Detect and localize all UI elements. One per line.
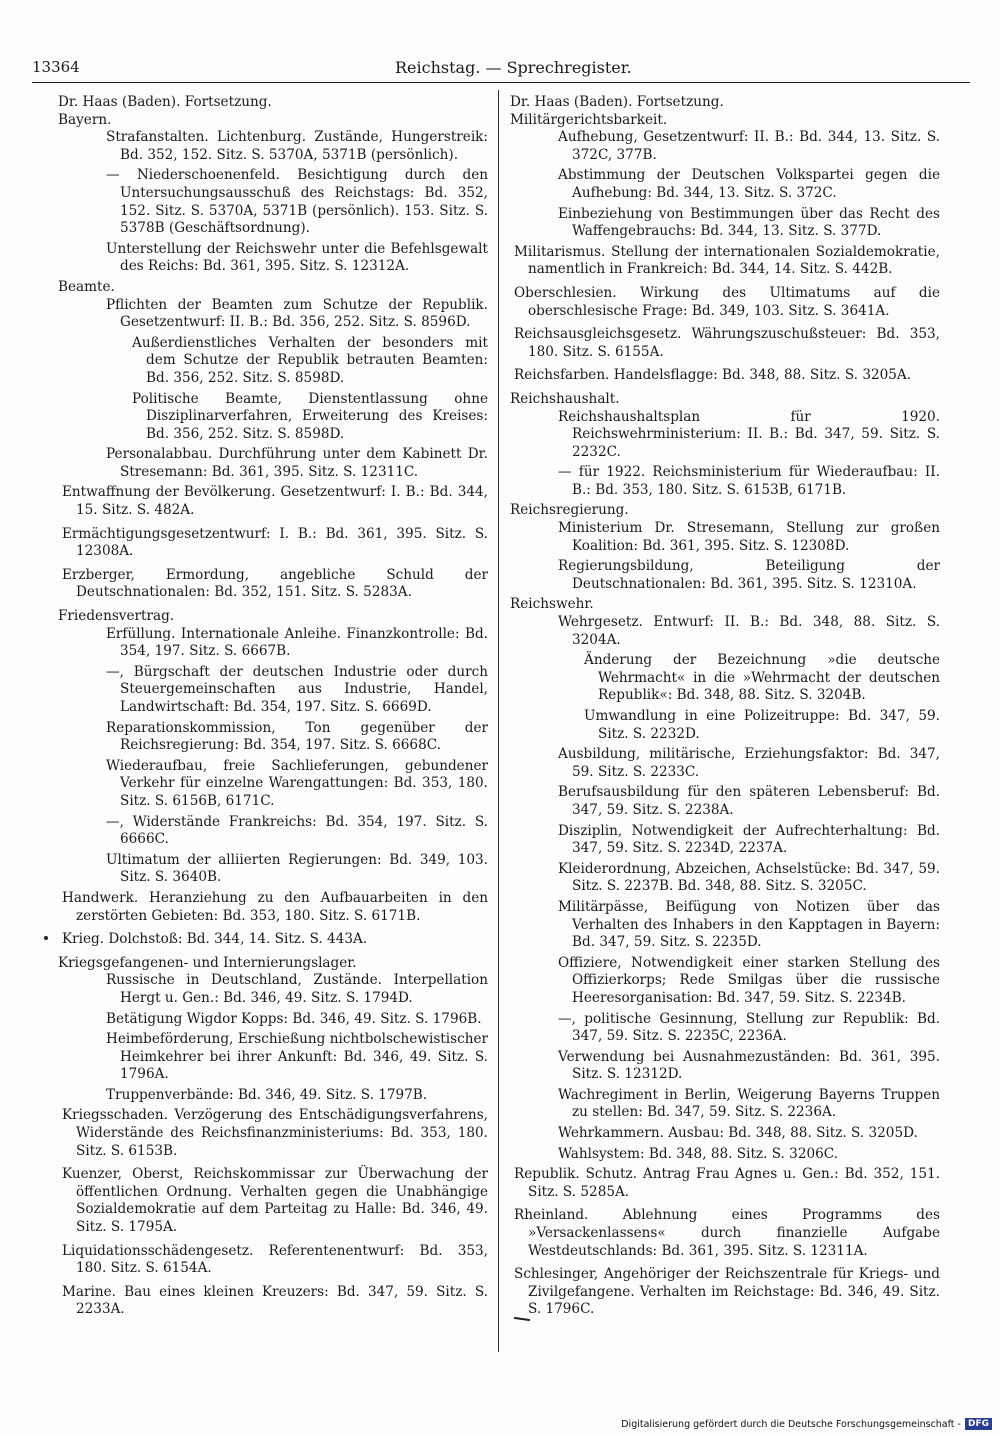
- register-entry: Erfüllung. Internationale Anleihe. Finanzkontrolle: Bd. 354, 197. Sitz. S. 6667B.: [106, 625, 488, 660]
- register-entry: Verwendung bei Ausnahmezuständen: Bd. 361, 395. Sitz. S. 12312D.: [558, 1048, 940, 1083]
- register-entry: Erzberger, Ermordung, angebliche Schuld der Deutschnationalen: Bd. 352, 151. Sitz. S. 5283A.: [62, 566, 488, 601]
- register-entry: Republik. Schutz. Antrag Frau Agnes u. Gen.: Bd. 352, 151. Sitz. S. 5285A.: [514, 1166, 940, 1200]
- register-entry: Wehrkammern. Ausbau: Bd. 348, 88. Sitz. S. 3205D.: [558, 1125, 918, 1142]
- register-entry: Betätigung Wigdor Kopps: Bd. 346, 49. Sitz. S. 1796B.: [106, 1010, 482, 1027]
- register-entry: Ausbildung, militärische, Erziehungsfaktor: Bd. 347, 59. Sitz. S. 2233C.: [558, 746, 940, 780]
- register-entry: Personalabbau. Durchführung unter dem Kabinett Dr. Stresemann: Bd. 361, 395. Sitz. S. 12311C.: [106, 446, 488, 480]
- register-entry: Beamte.: [58, 278, 115, 295]
- register-entry: Rheinland. Ablehnung eines Programms des »Versackenlassens« durch finanzielle Aufgabe Westdeutschlands: Bd. 361, 395. Sitz. S. 12311A.: [514, 1207, 940, 1259]
- footer: [621, 1418, 992, 1430]
- register-entry: Dr. Haas (Baden). Fortsetzung.: [510, 94, 724, 110]
- register-entry: Russische in Deutschland, Zustände. Interpellation Hergt u. Gen.: Bd. 346, 49. Sitz. S. 1794D.: [106, 972, 488, 1006]
- register-entry: Aufhebung, Gesetzentwurf: II. B.: Bd. 344, 13. Sitz. S. 372C, 377B.: [558, 129, 940, 163]
- register-entry: — Niederschoenenfeld. Besichtigung durch den Untersuchungsausschuß des Reichstags: Bd. 352, 152. Sitz. S. 5370A, 5371B (persönlich). 153. Sitz. S. 5378B (Geschäftsordnung).: [106, 167, 488, 237]
- register-entry: Pflichten der Beamten zum Schutze der Republik. Gesetzentwurf: II. B.: Bd. 356, 252. Sitz. S. 8596D.: [106, 296, 488, 331]
- dfg-logo: DFG: [965, 1418, 992, 1430]
- register-entry: Wehrgesetz. Entwurf: II. B.: Bd. 348, 88. Sitz. S. 3204A.: [558, 614, 940, 648]
- register-entry: Reichsfarben. Handelsflagge: Bd. 348, 88. Sitz. S. 3205A.: [514, 367, 912, 384]
- register-entry: Militärpässe, Beifügung von Notizen über das Verhalten des Inhabers in den Kapptagen in Bayern: Bd. 347, 59. Sitz. S. 2235D.: [558, 898, 940, 951]
- register-entry: Militarismus. Stellung der internationalen Sozialdemokratie, namentlich in Frankreich: Bd. 344, 14. Sitz. S. 442B.: [514, 243, 940, 278]
- register-entry: Politische Beamte, Dienstentlassung ohne Disziplinarverfahren, Erweiterung des Kreises: Bd. 356, 252. Sitz. S. 8598D.: [132, 390, 488, 442]
- register-entry: Kuenzer, Oberst, Reichskommissar zur Überwachung der öffentlichen Ordnung. Verhalten gegen die Unabhängige Sozialdemokratie auf dem Parteitag zu Halle: Bd. 346, 49. Sitz. S. 1795A.: [62, 1166, 488, 1236]
- right-column: [510, 94, 940, 1325]
- register-entry: Heimbeförderung, Erschießung nichtbolschewistischer Heimkehrer bei ihrer Ankunft: Bd. 346, 49. Sitz. S. 1796A.: [106, 1031, 488, 1083]
- register-entry: Umwandlung in eine Polizeitruppe: Bd. 347, 59. Sitz. S. 2232D.: [584, 708, 940, 742]
- register-entry: Regierungsbildung, Beteiligung der Deutschnationalen: Bd. 361, 395. Sitz. S. 12310A.: [558, 558, 940, 592]
- register-entry: Marine. Bau eines kleinen Kreuzers: Bd. 347, 59. Sitz. S. 2233A.: [62, 1283, 488, 1318]
- register-entry: Bayern.: [58, 111, 112, 128]
- register-entry: Krieg. Dolchstoß: Bd. 344, 14. Sitz. S. 443A.: [62, 931, 368, 948]
- register-entry: Liquidationsschädengesetz. Referentenentwurf: Bd. 353, 180. Sitz. S. 6154A.: [62, 1242, 488, 1277]
- register-entry: Einbeziehung von Bestimmungen über das Recht des Waffengebrauchs: Bd. 344, 13. Sitz. S. 377D.: [558, 205, 940, 240]
- register-entry: Entwaffnung der Bevölkerung. Gesetzentwurf: I. B.: Bd. 344, 15. Sitz. S. 482A.: [62, 484, 488, 519]
- register-entry: Schlesinger, Angehöriger der Reichszentrale für Kriegs- und Zivilgefangene. Verhalten im Reichstage: Bd. 346, 49. Sitz. S. 1796C.: [514, 1266, 940, 1318]
- register-entry: Ermächtigungsgesetzentwurf: I. B.: Bd. 361, 395. Sitz. S. 12308A.: [62, 525, 488, 560]
- register-entry: Unterstellung der Reichswehr unter die Befehlsgewalt des Reichs: Bd. 361, 395. Sitz. S. 12312A.: [106, 240, 488, 275]
- page-number: 13364: [32, 58, 80, 76]
- register-entry: Kleiderordnung, Abzeichen, Achselstücke: Bd. 347, 59. Sitz. S. 2237B. Bd. 348, 88. Sitz. S. 3205C.: [558, 860, 940, 895]
- register-entry: Friedensvertrag.: [58, 608, 175, 625]
- register-entry: Wachregiment in Berlin, Weigerung Bayerns Truppen zu stellen: Bd. 347, 59. Sitz. S. 2236A.: [558, 1086, 940, 1121]
- header-rule: [32, 82, 970, 83]
- register-entry: Wiederaufbau, freie Sachlieferungen, gebundener Verkehr für einzelne Warengattungen: Bd. 353, 180. Sitz. S. 6156B, 6171C.: [106, 757, 488, 809]
- register-entry: Truppenverbände: Bd. 346, 49. Sitz. S. 1797B.: [106, 1086, 428, 1103]
- register-entry: Kriegsgefangenen- und Internierungslager.: [58, 954, 357, 971]
- register-entry: Außerdienstliches Verhalten der besonders mit dem Schutze der Republik betrauten Beamten: Bd. 356, 252. Sitz. S. 8598D.: [132, 334, 488, 386]
- register-entry: Reichshaushaltsplan für 1920. Reichswehrministerium: II. B.: Bd. 347, 59. Sitz. S. 2232C.: [558, 408, 940, 460]
- register-entry: — für 1922. Reichsministerium für Wiederaufbau: II. B.: Bd. 353, 180. Sitz. S. 6153B, 6171B.: [558, 464, 940, 498]
- register-entry: Militärgerichtsbarkeit.: [510, 111, 668, 128]
- register-entry: Reichsausgleichsgesetz. Währungszuschußsteuer: Bd. 353, 180. Sitz. S. 6155A.: [514, 326, 940, 360]
- register-entry: —, Bürgschaft der deutschen Industrie oder durch Steuergemeinschaften aus Industrie, Handel, Landwirtschaft: Bd. 354, 197. Sitz. S. 6669D.: [106, 663, 488, 715]
- column-divider: [498, 90, 499, 1352]
- register-entry: Handwerk. Heranziehung zu den Aufbauarbeiten in den zerstörten Gebieten: Bd. 353, 180. Sitz. S. 6171B.: [62, 889, 488, 924]
- register-entry: Wahlsystem: Bd. 348, 88. Sitz. S. 3206C.: [558, 1145, 839, 1162]
- register-entry: Oberschlesien. Wirkung des Ultimatums auf die oberschlesische Frage: Bd. 349, 103. Sitz. S. 3641A.: [514, 284, 940, 319]
- register-entry: Dr. Haas (Baden). Fortsetzung.: [58, 94, 272, 110]
- register-entry: —, politische Gesinnung, Stellung zur Republik: Bd. 347, 59. Sitz. S. 2235C, 2236A.: [558, 1010, 940, 1045]
- register-entry: Abstimmung der Deutschen Volkspartei gegen die Aufhebung: Bd. 344, 13. Sitz. S. 372C.: [558, 167, 940, 201]
- register-entry: Reichswehr.: [510, 596, 594, 613]
- register-entry: Reparationskommission, Ton gegenüber der Reichsregierung: Bd. 354, 197. Sitz. S. 6668C.: [106, 719, 488, 754]
- left-column: [58, 94, 488, 1325]
- register-entry: Reichshaushalt.: [510, 390, 620, 407]
- footer-text: Digitalisierung gefördert durch die Deutsche Forschungsgemeinschaft -: [621, 1418, 961, 1430]
- register-entry: Änderung der Bezeichnung »die deutsche Wehrmacht« in die »Wehrmacht der deutschen Republik«: Bd. 348, 88. Sitz. S. 3204B.: [584, 652, 940, 704]
- register-entry: Reichsregierung.: [510, 502, 629, 519]
- register-entry: Strafanstalten. Lichtenburg. Zustände, Hungerstreik: Bd. 352, 152. Sitz. S. 5370A, 5371B (persönlich).: [106, 129, 488, 163]
- register-entry: —, Widerstände Frankreichs: Bd. 354, 197. Sitz. S. 6666C.: [106, 813, 488, 848]
- register-entry: Ministerium Dr. Stresemann, Stellung zur großen Koalition: Bd. 361, 395. Sitz. S. 12308D.: [558, 520, 940, 554]
- register-entry: Ultimatum der alliierten Regierungen: Bd. 349, 103. Sitz. S. 3640B.: [106, 851, 488, 886]
- register-entry: Kriegsschaden. Verzögerung des Entschädigungsverfahrens, Widerstände des Reichsfinanzministeriums: Bd. 353, 180. Sitz. S. 6153B.: [62, 1107, 488, 1159]
- margin-mark: [44, 936, 48, 940]
- page-title: Reichstag. — Sprechregister.: [395, 58, 632, 77]
- register-entry: Berufsausbildung für den späteren Lebensberuf: Bd. 347, 59. Sitz. S. 2238A.: [558, 784, 940, 818]
- register-entry: Disziplin, Notwendigkeit der Aufrechterhaltung: Bd. 347, 59. Sitz. S. 2234D, 2237A.: [558, 822, 940, 857]
- register-entry: Offiziere, Notwendigkeit einer starken Stellung des Offizierkorps; Rede Smilgas über die russische Heeresorganisation: Bd. 347, 59. Sitz. S. 2234B.: [558, 954, 940, 1006]
